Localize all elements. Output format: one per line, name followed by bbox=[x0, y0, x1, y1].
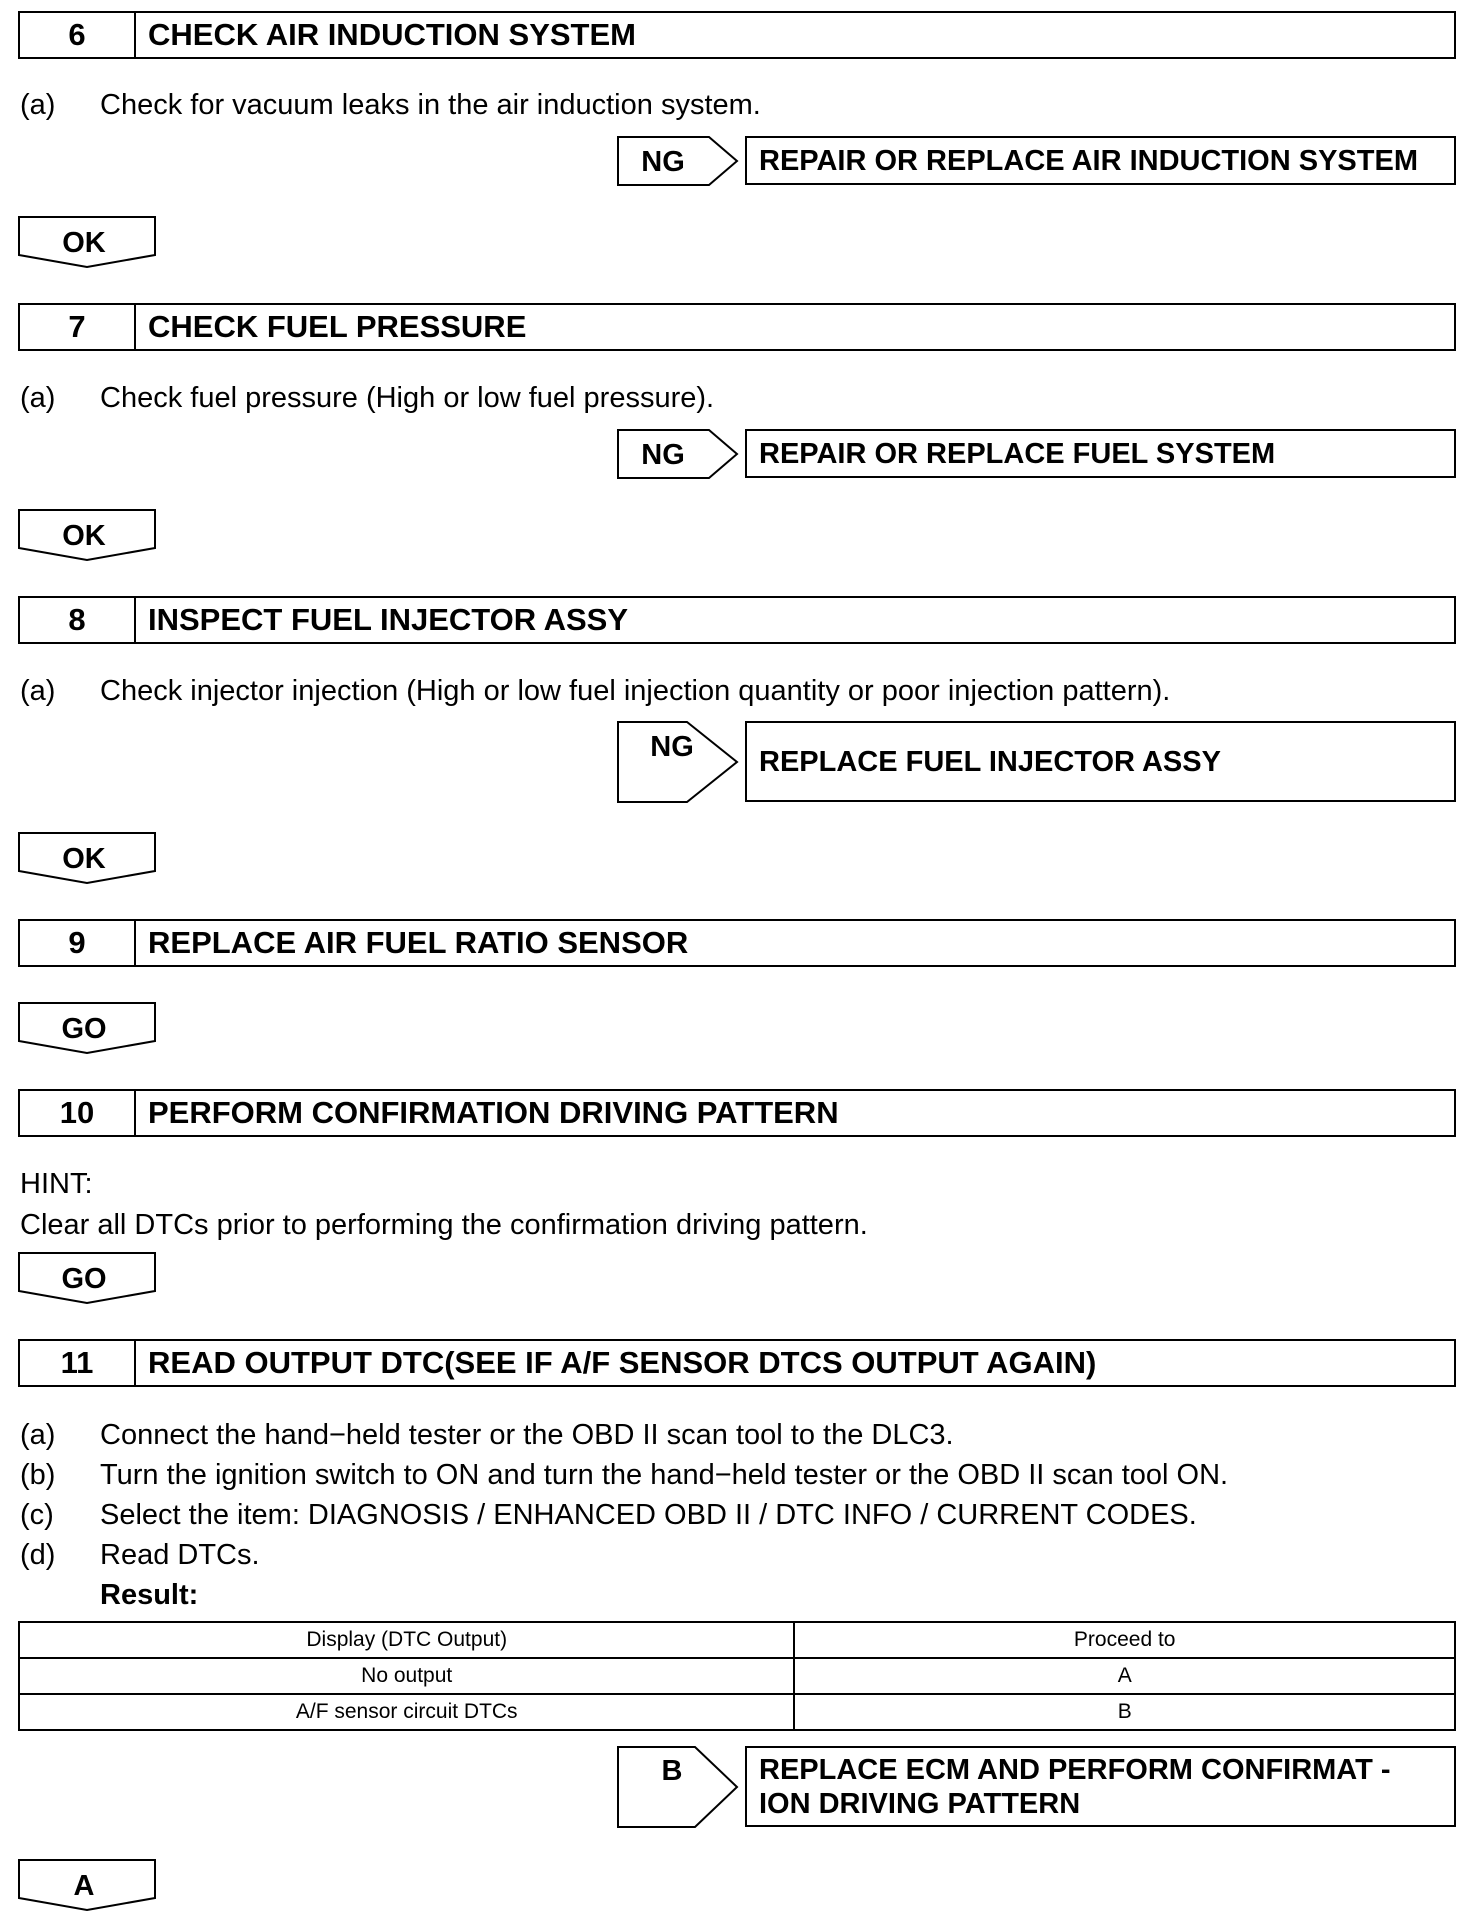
ng-result-box: REPAIR OR REPLACE AIR INDUCTION SYSTEM bbox=[745, 136, 1456, 185]
instruction-text: Check fuel pressure (High or low fuel pressure). bbox=[100, 382, 715, 414]
step-number: 10 bbox=[20, 1091, 136, 1135]
column-header: Display (DTC Output) bbox=[19, 1622, 794, 1658]
ng-arrow bbox=[617, 721, 739, 803]
step-title: INSPECT FUEL INJECTOR ASSY bbox=[148, 602, 629, 637]
instruction-text: Check for vacuum leaks in the air induction system. bbox=[100, 89, 761, 121]
result-line: ION DRIVING PATTERN bbox=[759, 1787, 1081, 1820]
step-title: REPLACE AIR FUEL RATIO SENSOR bbox=[148, 925, 689, 960]
step-title: CHECK FUEL PRESSURE bbox=[148, 309, 527, 344]
pass-label: OK bbox=[62, 227, 106, 259]
pass-label: OK bbox=[62, 520, 106, 552]
ng-label: NG bbox=[641, 439, 685, 471]
result-label: Result: bbox=[100, 1579, 199, 1611]
ng-arrow bbox=[617, 136, 739, 186]
step-8-header bbox=[18, 596, 1456, 644]
pass-label: A bbox=[73, 1870, 95, 1902]
ok-pass-tag bbox=[18, 509, 156, 561]
step-number: 7 bbox=[20, 305, 136, 349]
go-pass-tag bbox=[18, 1252, 156, 1304]
branch-label: B bbox=[661, 1755, 683, 1787]
pass-label: GO bbox=[61, 1263, 107, 1295]
table-header-row bbox=[19, 1622, 1455, 1658]
instruction-line bbox=[20, 87, 761, 123]
step-11-header bbox=[18, 1339, 1456, 1387]
step-number: 8 bbox=[20, 598, 136, 642]
instruction-label: (b) bbox=[20, 1459, 56, 1491]
pass-label: OK bbox=[62, 843, 106, 875]
b-branch-arrow bbox=[617, 1746, 739, 1828]
table-cell: No output bbox=[19, 1658, 794, 1694]
b-result-box bbox=[745, 1746, 1456, 1827]
column-header: Proceed to bbox=[794, 1622, 1455, 1658]
ok-pass-tag bbox=[18, 832, 156, 884]
go-pass-tag bbox=[18, 1002, 156, 1054]
instruction-line bbox=[20, 1497, 1197, 1533]
instruction-text: Connect the hand−held tester or the OBD II scan tool to the DLC3. bbox=[100, 1419, 954, 1451]
instruction-text: Check injector injection (High or low fuel injection quantity or poor injection pattern). bbox=[100, 675, 1171, 707]
instruction-label: (a) bbox=[20, 675, 56, 707]
instruction-label: (d) bbox=[20, 1539, 56, 1571]
instruction-label: (a) bbox=[20, 89, 56, 121]
table-cell: A bbox=[794, 1658, 1455, 1694]
table-cell: A/F sensor circuit DTCs bbox=[19, 1694, 794, 1730]
pass-label: GO bbox=[61, 1013, 107, 1045]
ng-result-box: REPLACE FUEL INJECTOR ASSY bbox=[745, 721, 1456, 802]
table-row bbox=[19, 1694, 1455, 1730]
instruction-text: Turn the ignition switch to ON and turn the hand−held tester or the OBD II scan tool ON. bbox=[100, 1459, 1229, 1491]
instruction-line bbox=[20, 673, 1170, 709]
table-cell: B bbox=[794, 1694, 1455, 1730]
result-table bbox=[18, 1621, 1456, 1731]
step-7-header bbox=[18, 303, 1456, 351]
instruction-label: (a) bbox=[20, 1419, 56, 1451]
step-title: READ OUTPUT DTC(SEE IF A/F SENSOR DTCS OUTPUT AGAIN) bbox=[148, 1345, 1097, 1380]
table-row bbox=[19, 1658, 1455, 1694]
instruction-text: Select the item: DIAGNOSIS / ENHANCED OBD II / DTC INFO / CURRENT CODES. bbox=[100, 1499, 1197, 1531]
step-number: 9 bbox=[20, 921, 136, 965]
instruction-line bbox=[20, 1537, 260, 1573]
ng-result-box: REPAIR OR REPLACE FUEL SYSTEM bbox=[745, 429, 1456, 478]
step-title: CHECK AIR INDUCTION SYSTEM bbox=[148, 17, 636, 52]
instruction-line bbox=[20, 1417, 954, 1453]
instruction-text: Read DTCs. bbox=[100, 1539, 260, 1571]
step-number: 11 bbox=[20, 1341, 136, 1385]
result-line: REPLACE ECM AND PERFORM CONFIRMAT - bbox=[759, 1753, 1391, 1786]
ng-label: NG bbox=[650, 731, 694, 763]
step-title: PERFORM CONFIRMATION DRIVING PATTERN bbox=[148, 1095, 839, 1130]
hint-label: HINT: bbox=[20, 1168, 93, 1200]
ng-label: NG bbox=[641, 146, 685, 178]
a-branch-tag bbox=[18, 1859, 156, 1911]
step-6-header bbox=[18, 11, 1456, 59]
instruction-label: (c) bbox=[20, 1499, 54, 1531]
ok-pass-tag bbox=[18, 216, 156, 268]
hint-text: Clear all DTCs prior to performing the confirmation driving pattern. bbox=[20, 1209, 868, 1241]
instruction-line bbox=[20, 380, 714, 416]
instruction-label: (a) bbox=[20, 382, 56, 414]
instruction-line bbox=[20, 1457, 1228, 1493]
ng-arrow bbox=[617, 429, 739, 479]
step-number: 6 bbox=[20, 13, 136, 57]
step-10-header bbox=[18, 1089, 1456, 1137]
step-9-header bbox=[18, 919, 1456, 967]
